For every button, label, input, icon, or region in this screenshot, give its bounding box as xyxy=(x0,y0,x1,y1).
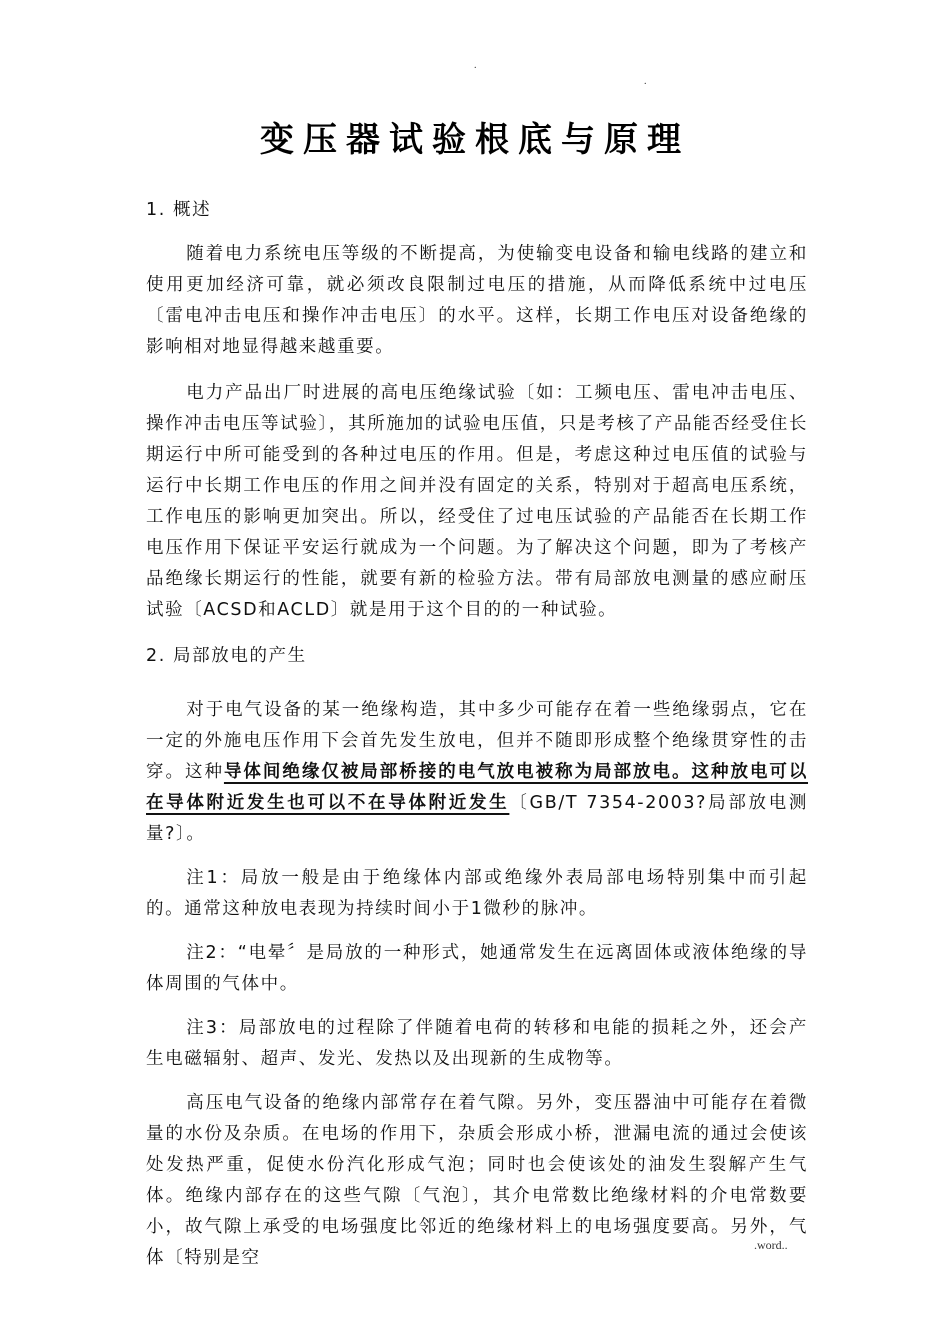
header-dot-mark: . xyxy=(474,60,477,71)
header-dot-mark-right: . xyxy=(644,76,647,87)
page-title: 变压器试验根底与原理 xyxy=(260,120,690,160)
section-1-paragraph-1: 随着电力系统电压等级的不断提高，为使输变电设备和输电线路的建立和使用更加经济可靠，就必须改良限制过电压的措施，从而降低系统中过电压〔雷电冲击电压和操作冲击电压〕的水平。这样，长期工作电压对设备绝缘的影响相对地显得越来越重要。 xyxy=(146,244,808,357)
section-1-paragraph-2: 电力产品出厂时进展的高电压绝缘试验〔如：工频电压、雷电冲击电压、操作冲击电压等试验〕，其所施加的试验电压值，只是考核了产品能否经受住长期运行中所可能受到的各种过电压的作用。但是，考虑这种过电压值的试验与运行中长期工作电压的作用之间并没有固定的关系，特别对于超高电压系统，工作电压的影响更加突出。所以，经受住了过电压试验的产品能否在长期工作电压作用下保证平安运行就成为一个问题。为了解决这个问题，即为了考核产品绝缘长期运行的性能，就要有新的检验方法。带有局部放电测量的感应耐压试验〔ACSD和ACLD〕就是用于这个目的的一种试验。 xyxy=(146,383,808,620)
note-2: 注2：“电晕〞是局放的一种形式，她通常发生在远离固体或液体绝缘的导体周围的气体中。 xyxy=(146,943,808,994)
section-2-paragraph-1-lead: 对于电气设备的某一绝缘构造，其中多少可能存在着一些绝缘弱点，它在一定的外施电压作用下会首先发生放电，但并不随即形成整个绝缘贯穿性的击穿。这种 xyxy=(146,700,808,782)
note-1: 注1：局放一般是由于绝缘体内部或绝缘外表局部电场特别集中而引起的。通常这种放电表现为持续时间小于1微秒的脉冲。 xyxy=(146,868,808,919)
footer-dot: . xyxy=(150,1240,154,1251)
footer-watermark: .word.. xyxy=(754,1238,788,1252)
section-2-paragraph-2: 高压电气设备的绝缘内部常存在着气隙。另外，变压器油中可能存在着微量的水份及杂质。在电场的作用下，杂质会形成小桥，泄漏电流的通过会使该处发热严重，促使水份汽化形成气泡；同时也会使该处的油发生裂解产生气体。绝缘内部存在的这些气隙〔气泡〕，其介电常数比绝缘材料的介电常数要小，故气隙上承受的电场强度比邻近的绝缘材料上的电场强度要高。另外，气体〔特别是空 xyxy=(146,1093,808,1268)
document-body xyxy=(146,195,808,1287)
section-2-heading: 2. 局部放电的产生 xyxy=(146,646,307,666)
partial-discharge-definition: 导体间绝缘仅被局部桥接的电气放电被称为局部放电。这种放电可以在导体附近发生也可以不在导体附近发生 xyxy=(146,762,809,813)
standard-reference: 〔GB/T 7354-2003?局部放电测量?〕。 xyxy=(146,793,808,844)
note-3: 注3：局部放电的过程除了伴随着电荷的转移和电能的损耗之外，还会产生电磁辐射、超声、发光、发热以及出现新的生成物等。 xyxy=(146,1018,808,1069)
section-2-paragraph-1 xyxy=(146,695,808,850)
section-1-heading: 1. 概述 xyxy=(146,200,212,220)
